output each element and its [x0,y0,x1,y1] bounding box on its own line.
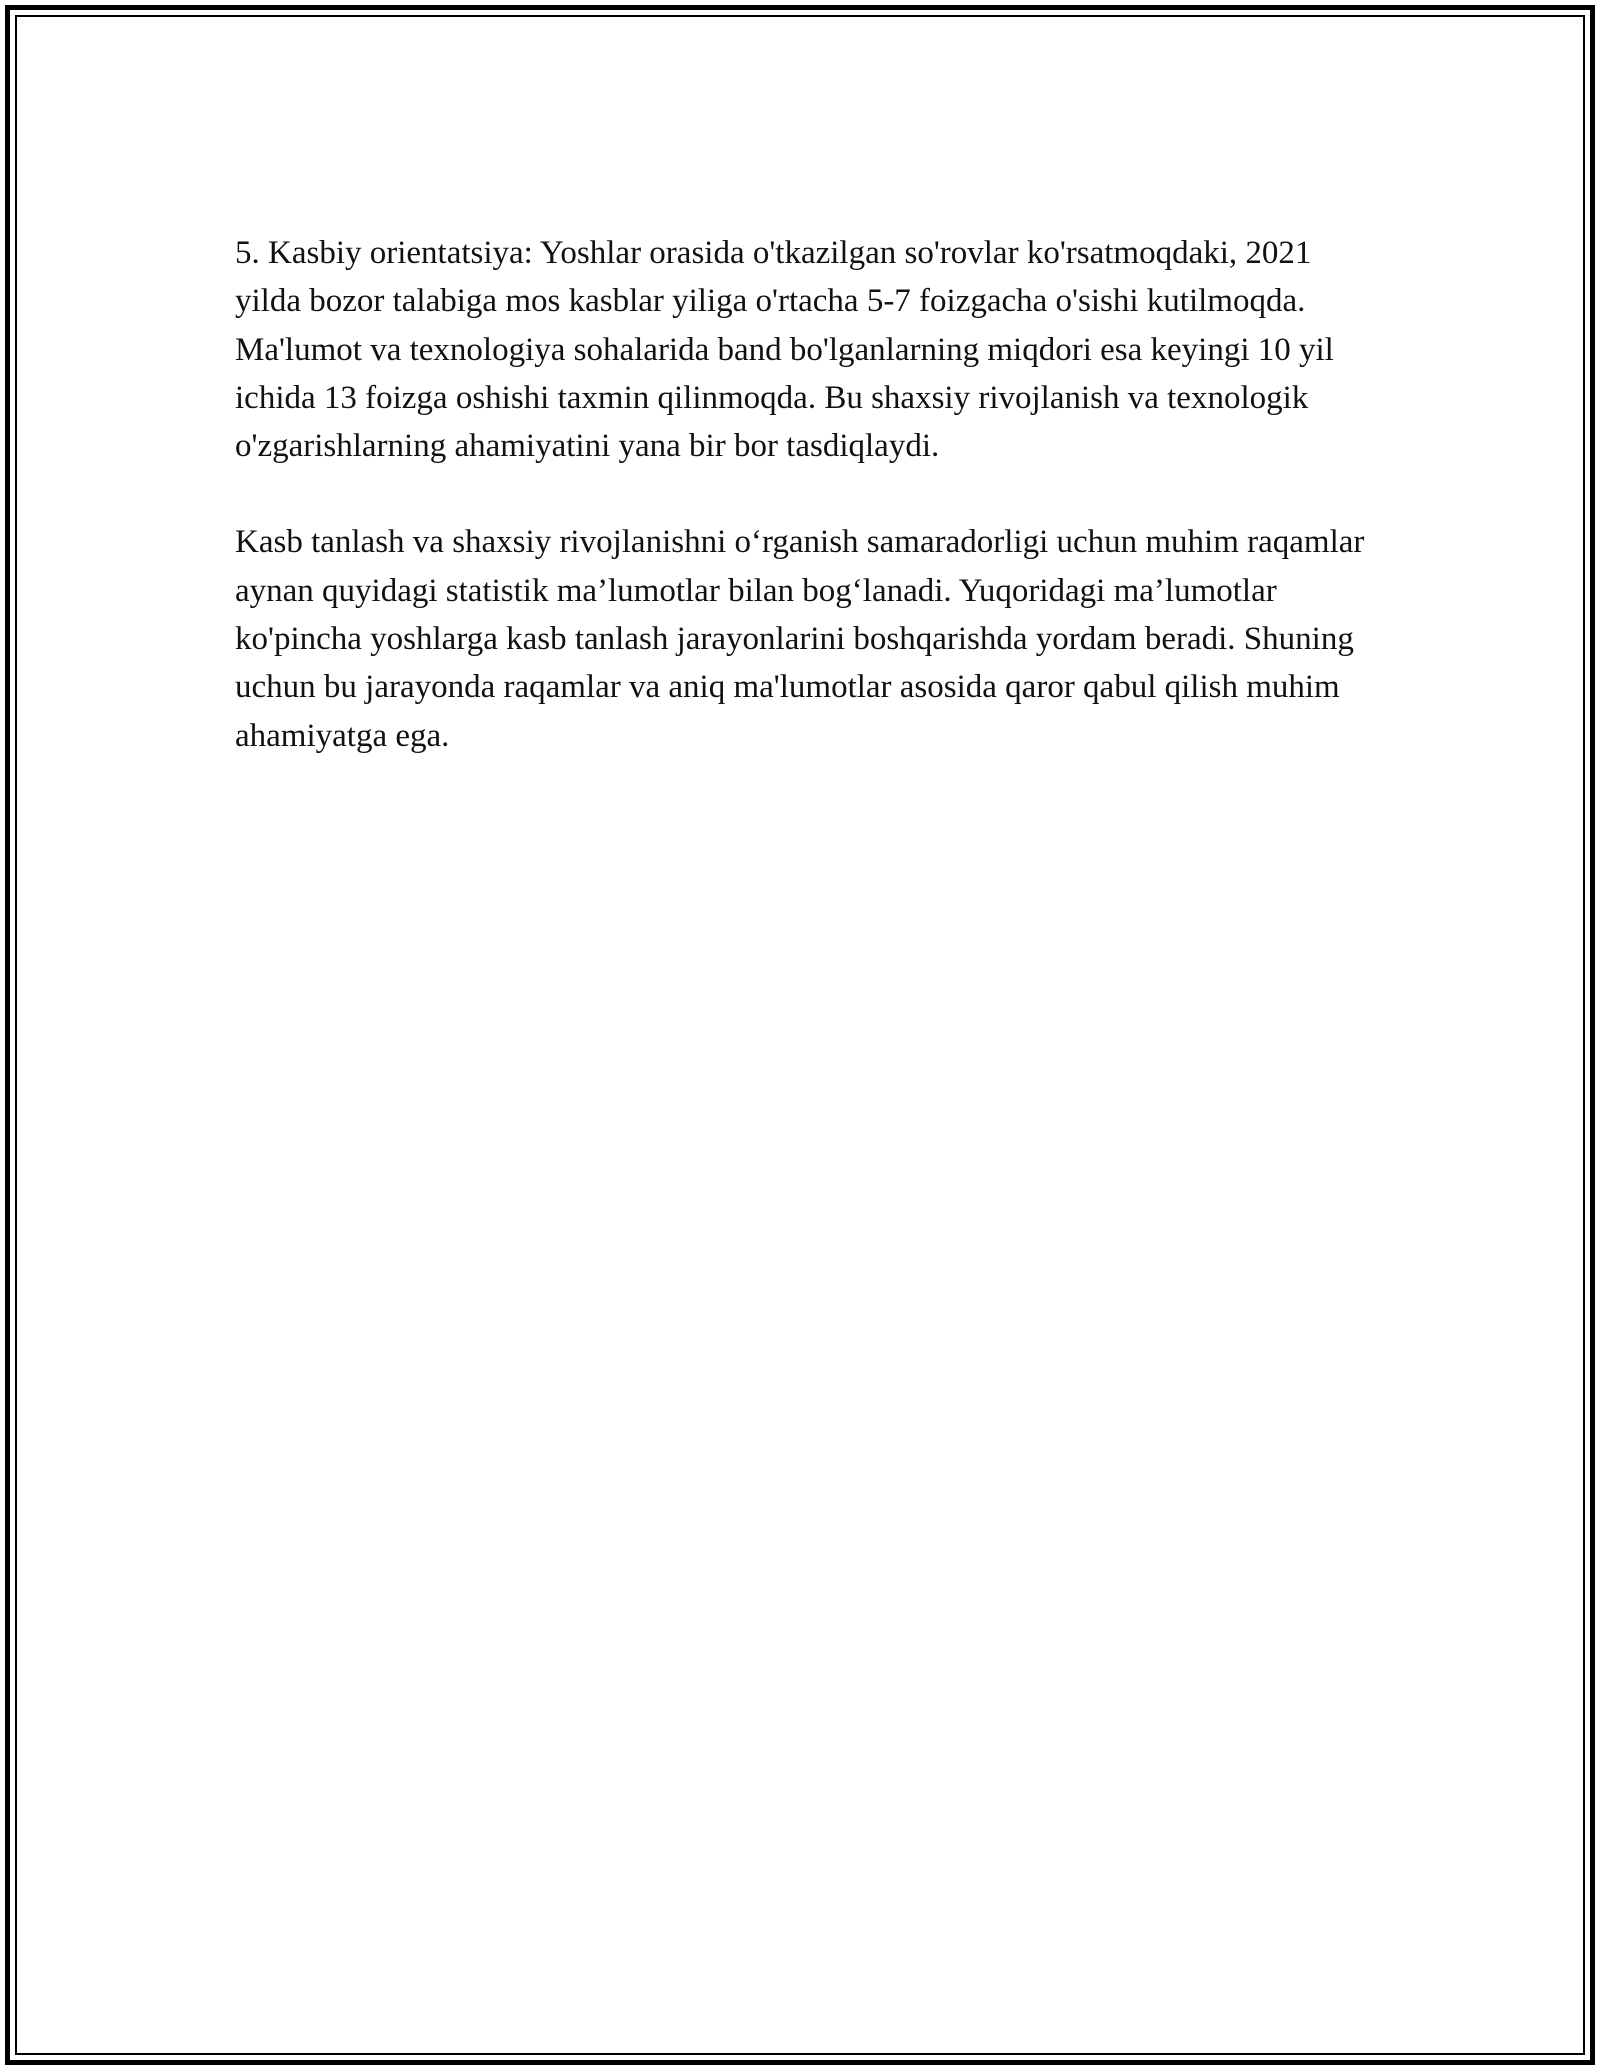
paragraph-career-choice-summary: Kasb tanlash va shaxsiy rivojlanishni o‘rganish samaradorligi uchun muhim raqamlar aynan quyidagi statistik ma’lumotlar bilan bog‘lanadi. Yuqoridagi ma’lumotlar ko'pincha yoshlarga kasb tanlash jarayonlarini boshqarishda yordam beradi. Shuning uchun bu jarayonda raqamlar va aniq ma'lumotlar asosida qaror qabul qilish muhim ahamiyatga ega. [235,524,1365,754]
paragraph-career-orientation: 5. Kasbiy orientatsiya: Yoshlar orasida o'tkazilgan so'rovlar ko'rsatmoqdaki, 2021 yilda bozor talabiga mos kasblar yiliga o'rtacha 5-7 foizgacha o'sishi kutilmoqda. Ma'lumot va texnologiya sohalarida band bo'lganlarning miqdori esa keyingi 10 yil ichida 13 foizga oshishi taxmin qilinmoqda. Bu shaxsiy rivojlanish va texnologik o'zgarishlarning ahamiyatini yana bir bor tasdiqlaydi. [235,235,1334,465]
document-body [235,229,1375,760]
